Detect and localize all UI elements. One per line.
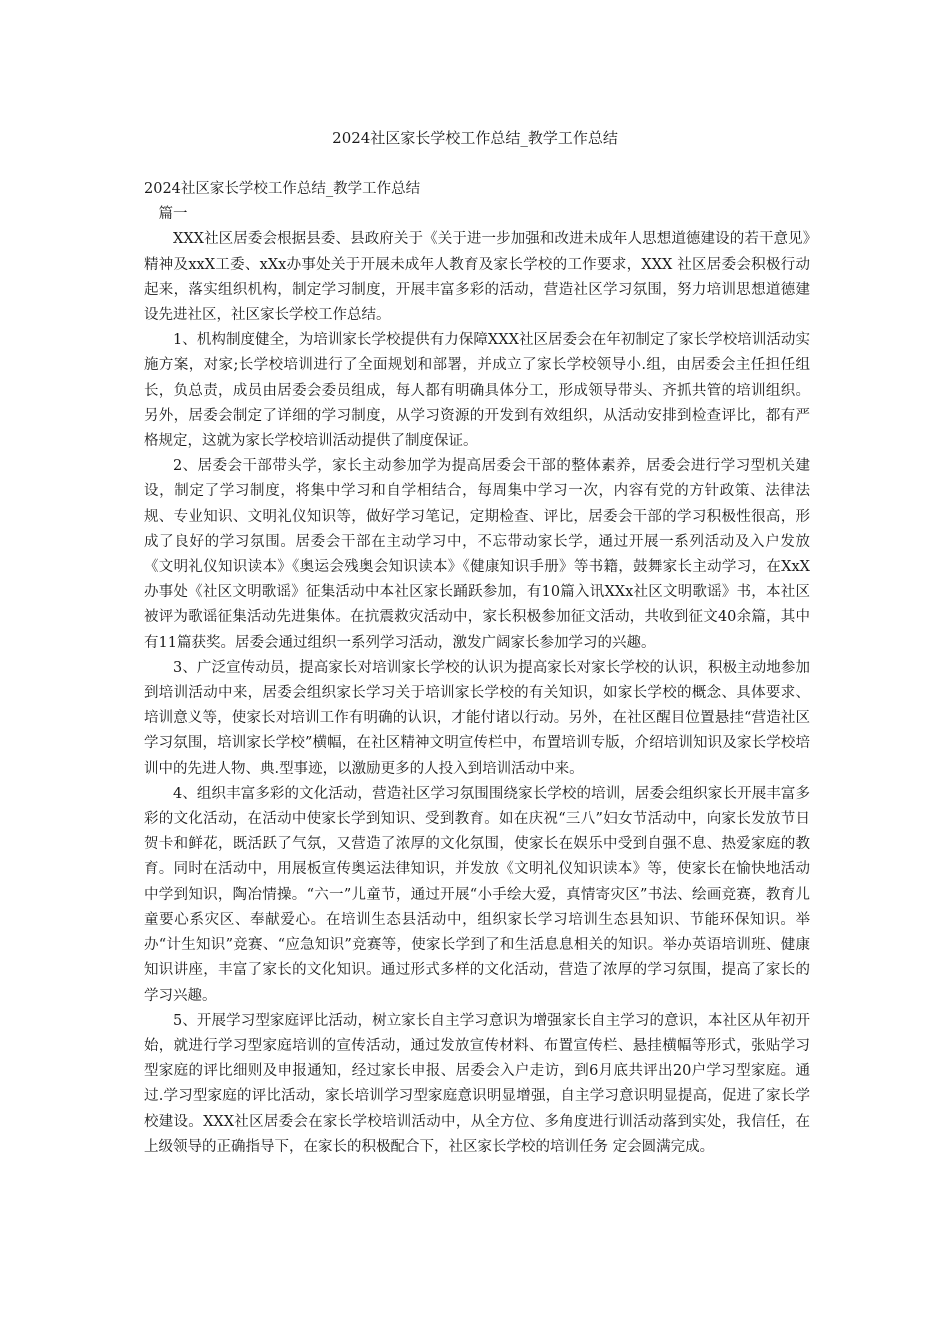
section-label: 篇一	[158, 206, 188, 223]
paragraph-intro: XXX社区居委会根据县委、县政府关于《关于进一步加强和改进未成年人思想道德建设的若干意见》精神及xxX工委、xXx办事处关于开展未成年人教育及家长学校的工作要求，XXX 社区居委会积极行动起来，落实组织机构，制定学习制度，开展丰富多彩的活动，营造社区学习氛围，努力培训思想道德建设先进社区，社区家长学校工作总结。	[144, 231, 810, 324]
paragraph-5: 5、开展学习型家庭评比活动，树立家长自主学习意识为增强家长自主学习的意识，本社区从年初开始，就进行学习型家庭培训的宣传活动，通过发放宣传材料、布置宣传栏、悬挂横幅等形式，张贴学习型家庭的评比细则及申报通知，经过家长申报、居委会入户走访，到6月底共评出20户学习型家庭。通过.学习型家庭的评比活动，家长培训学习型家庭意识明显增强，自主学习意识明显提高，促进了家长学校建设。XXX社区居委会在家长学校培训活动中，从全方位、多角度进行训活动落到实处，我信任，在上级领导的正确指导下，在家长的积极配合下，社区家长学校的培训任务 定会圆满完成。	[144, 1012, 810, 1155]
paragraph-2: 2、居委会干部带头学，家长主动参加学为提高居委会干部的整体素养，居委会进行学习型机关建设，制定了学习制度，将集中学习和自学相结合，每周集中学习一次，内容有党的方针政策、法律法规、专业知识、文明礼仪知识等，做好学习笔记，定期检查、评比，居委会干部的学习积极性很高，形成了良好的学习氛围。居委会干部在主动学习中，不忘带动家长学，通过开展一系列活动及入户发放《文明礼仪知识读本》《奥运会残奥会知识读本》《健康知识手册》等书籍，鼓舞家长主动学习，在XxX办事处《社区文明歌谣》征集活动中本社区家长踊跃参加，有10篇入讯XXx社区文明歌谣》书，本社区被评为歌谣征集活动先进集体。在抗震救灾活动中，家长积极参加征文活动，共收到征文40余篇，其中有11篇获奖。居委会通过组织一系列学习活动，激发广阔家长参加学习的兴趣。	[144, 458, 810, 651]
paragraph-1: 1、机构制度健全，为培训家长学校提供有力保障XXX社区居委会在年初制定了家长学校培训活动实施方案，对家;长学校培训进行了全面规划和部署，并成立了家长学校领导小.组，由居委会主任担任组长，负总责，成员由居委会委员组成，每人都有明确具体分工，形成领导带头、齐抓共管的培训组织。另外，居委会制定了详细的学习制度，从学习资源的开发到有效组织，从活动安排到检查评比，都有严格规定，这就为家长学校培训活动提供了制度保证。	[144, 332, 810, 450]
paragraph-4: 4、组织丰富多彩的文化活动，营造社区学习氛围围绕家长学校的培训，居委会组织家长开展丰富多彩的文化活动，在活动中使家长学到知识、受到教育。如在庆祝“三八”妇女节活动中，向家长发放节日贺卡和鲜花，既活跃了气氛，又营造了浓厚的文化氛围，使家长在娱乐中受到自强不息、热爱家庭的教育。同时在活动中，用展板宣传奥运法律知识，并发放《文明礼仪知识读本》等，使家长在愉快地活动中学到知识，陶冶情操。“六一”儿童节，通过开展“小手绘大爱，真情寄灾区”书法、绘画竞赛，教育儿童要心系灾区、奉献爱心。在培训生态县活动中，组织家长学习培训生态县知识、节能环保知识。举办“计生知识”竞赛、“应急知识”竞赛等，使家长学到了和生活息息相关的知识。举办英语培训班、健康知识讲座，丰富了家长的文化知识。通过形式多样的文化活动，营造了浓厚的学习氛围，提高了家长的学习兴趣。	[144, 785, 810, 1004]
document-title: 2024社区家长学校工作总结_教学工作总结	[332, 129, 618, 147]
paragraph-3: 3、广泛宣传动员，提高家长对培训家长学校的认识为提高家长对家长学校的认识，积极主动地参加到培训活动中来，居委会组织家长学习关于培训家长学校的有关知识，如家长学校的概念、具体要求、培训意义等，使家长对培训工作有明确的认识，才能付诸以行动。另外，在社区醒目位置悬挂“营造社区学习氛围，培训家长学校”横幅，在社区精神文明宣传栏中，布置培训专版，介绍培训知识及家长学校培训中的先进人物、典.型事迹，以激励更多的人投入到培训活动中来。	[144, 659, 810, 777]
document-heading: 2024社区家长学校工作总结_教学工作总结	[144, 181, 421, 197]
document-body	[144, 177, 810, 1160]
